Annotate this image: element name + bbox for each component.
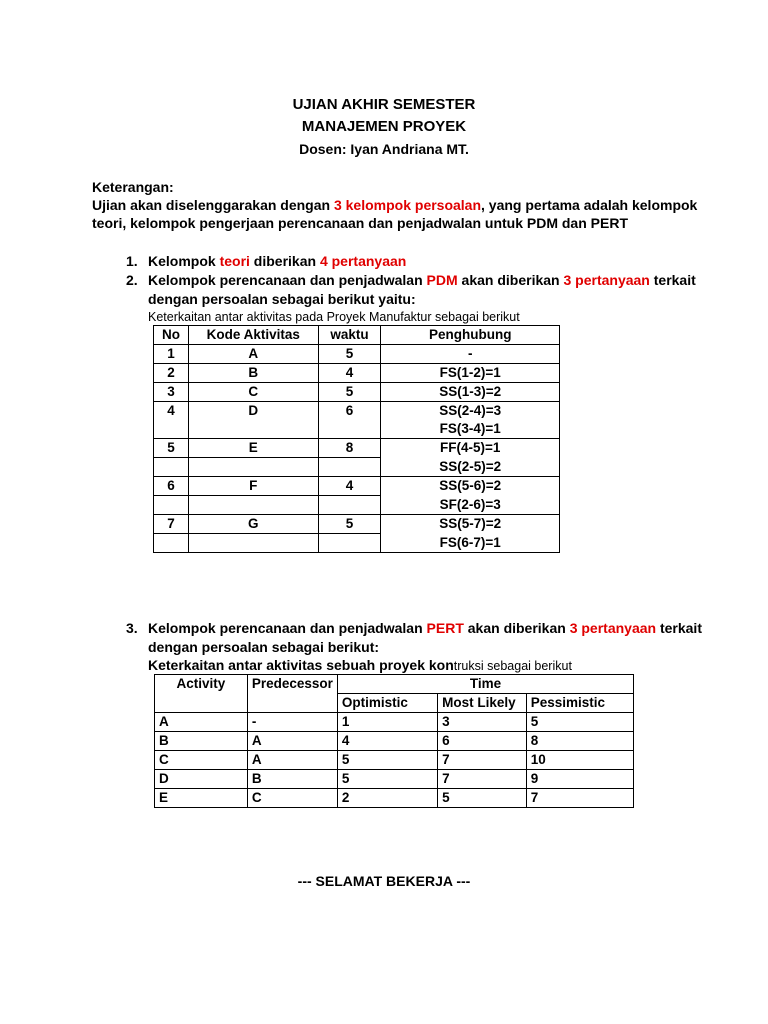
item-2-text (148, 271, 696, 289)
pdm-cell-link: SF(2-6)=3 (381, 496, 560, 515)
pdm-cell-empty (318, 458, 381, 477)
pdm-cell-waktu: 8 (318, 439, 381, 458)
item-3-text (148, 619, 702, 637)
table-row (155, 713, 634, 732)
table-row (154, 534, 560, 553)
pert-cell-opt: 1 (337, 713, 437, 732)
table-row (154, 345, 560, 364)
pdm-cell-link: FS(6-7)=1 (381, 534, 560, 553)
intro-text-b: , yang pertama adalah kelompok (481, 197, 698, 213)
item-1-text (148, 252, 406, 270)
table-row (154, 364, 560, 383)
table-row (155, 751, 634, 770)
intro-line-1 (92, 196, 697, 214)
intro-text-a: Ujian akan diselenggarakan dengan (92, 197, 334, 213)
pert-cell-pes: 10 (526, 751, 633, 770)
table-row (154, 515, 560, 534)
pert-header-row-1 (155, 675, 634, 694)
pert-header-optimistic: Optimistic (337, 694, 437, 713)
intro-highlight: 3 kelompok persoalan (333, 197, 482, 213)
pdm-table (153, 325, 560, 553)
pdm-cell-empty (188, 458, 318, 477)
pdm-cell-kode: B (188, 364, 318, 383)
exam-title: UJIAN AKHIR SEMESTER (292, 96, 476, 113)
pdm-cell-no: 6 (154, 477, 189, 496)
pdm-cell-no: 3 (154, 383, 189, 402)
pert-cell-opt: 4 (337, 732, 437, 751)
table-row (154, 477, 560, 496)
pert-cell-opt: 2 (337, 789, 437, 808)
item-3-b: akan diberikan (463, 620, 570, 636)
item-2-red2: 3 pertanyaan (563, 272, 650, 288)
table-row (154, 496, 560, 515)
pdm-cell-link: SS(1-3)=2 (381, 383, 560, 402)
pert-cell-pes: 5 (526, 713, 633, 732)
pdm-cell-no: 5 (154, 439, 189, 458)
pdm-cell-link: SS(5-6)=2 (381, 477, 560, 496)
pert-cell-pes: 9 (526, 770, 633, 789)
pdm-cell-empty (188, 420, 318, 439)
pert-cell-activity: C (155, 751, 248, 770)
pert-caption-bold: Keterkaitan antar aktivitas sebuah proyek kon (148, 657, 454, 673)
pert-cell-pes: 7 (526, 789, 633, 808)
pdm-cell-empty (188, 534, 318, 553)
pdm-cell-empty (154, 496, 189, 515)
pdm-cell-link: SS(2-4)=3 (381, 402, 560, 421)
pert-cell-activity: D (155, 770, 248, 789)
item-1-red1: teori (219, 253, 250, 269)
pdm-cell-no: 1 (154, 345, 189, 364)
pert-header-activity: Activity (155, 675, 248, 713)
pert-header-predecessor: Predecessor (247, 675, 337, 713)
intro-line-2: teori, kelompok pengerjaan perencanaan dan penjadwalan untuk PDM dan PERT (92, 215, 628, 231)
pert-cell-opt: 5 (337, 770, 437, 789)
pert-cell-pes: 8 (526, 732, 633, 751)
item-2-line-2: dengan persoalan sebagai berikut yaitu: (148, 291, 416, 307)
pert-header-time: Time (337, 675, 633, 694)
pert-cell-ml: 7 (438, 770, 527, 789)
item-3-red2: 3 pertanyaan (569, 620, 657, 636)
pdm-header-kode: Kode Aktivitas (188, 326, 318, 345)
closing-text: --- SELAMAT BEKERJA --- (297, 873, 471, 889)
item-2-number: 2. (126, 272, 138, 288)
pert-cell-pred: B (247, 770, 337, 789)
pdm-cell-no: 7 (154, 515, 189, 534)
pert-cell-activity: B (155, 732, 248, 751)
pdm-cell-link: - (381, 345, 560, 364)
item-3-a: Kelompok perencanaan dan penjadwalan (148, 620, 427, 636)
pdm-header-penghubung: Penghubung (381, 326, 560, 345)
pert-cell-pred: A (247, 751, 337, 770)
pert-cell-ml: 5 (438, 789, 527, 808)
pdm-cell-waktu: 6 (318, 402, 381, 421)
pert-caption-normal: truksi sebagai berikut (453, 659, 572, 673)
pdm-cell-empty (318, 496, 381, 515)
pdm-cell-no: 4 (154, 402, 189, 421)
pdm-cell-empty (188, 496, 318, 515)
item-2-red1: PDM (426, 272, 458, 288)
table-row (155, 770, 634, 789)
table-row (155, 789, 634, 808)
pert-header-pessimistic: Pessimistic (526, 694, 633, 713)
pdm-cell-waktu: 5 (318, 383, 381, 402)
pdm-cell-kode: C (188, 383, 318, 402)
pdm-cell-kode: G (188, 515, 318, 534)
pdm-cell-link: SS(2-5)=2 (381, 458, 560, 477)
pdm-caption: Keterkaitan antar aktivitas pada Proyek Manufaktur sebagai berikut (148, 310, 520, 324)
pert-cell-opt: 5 (337, 751, 437, 770)
pdm-cell-link: FS(3-4)=1 (381, 420, 560, 439)
item-2-b: akan diberikan (457, 272, 564, 288)
item-3-red1: PERT (426, 620, 464, 636)
pdm-cell-waktu: 5 (318, 515, 381, 534)
table-row (154, 458, 560, 477)
table-row (154, 383, 560, 402)
pdm-cell-kode: A (188, 345, 318, 364)
pert-cell-pred: - (247, 713, 337, 732)
item-3-line-2: dengan persoalan sebagai berikut: (148, 639, 380, 655)
pdm-header-row (154, 326, 560, 345)
pdm-cell-empty (318, 534, 381, 553)
table-row (154, 402, 560, 421)
course-title: MANAJEMEN PROYEK (301, 118, 467, 135)
pert-cell-ml: 6 (438, 732, 527, 751)
pert-cell-ml: 3 (438, 713, 527, 732)
table-row (154, 439, 560, 458)
pdm-cell-kode: D (188, 402, 318, 421)
item-1-red2: 4 pertanyaan (319, 253, 407, 269)
pdm-cell-link: SS(5-7)=2 (381, 515, 560, 534)
pdm-cell-no: 2 (154, 364, 189, 383)
pdm-cell-link: FF(4-5)=1 (381, 439, 560, 458)
pdm-cell-waktu: 4 (318, 477, 381, 496)
pdm-cell-empty (154, 458, 189, 477)
pdm-cell-waktu: 5 (318, 345, 381, 364)
item-2-c: terkait (649, 272, 696, 288)
item-3-c: terkait (656, 620, 702, 636)
pert-cell-activity: A (155, 713, 248, 732)
table-row (154, 420, 560, 439)
pdm-header-no: No (154, 326, 189, 345)
pdm-header-waktu: waktu (318, 326, 381, 345)
pdm-cell-kode: E (188, 439, 318, 458)
notes-label: Keterangan: (92, 179, 174, 195)
item-1-a: Kelompok (148, 253, 220, 269)
pert-caption (148, 656, 572, 675)
pert-cell-ml: 7 (438, 751, 527, 770)
pert-header-most-likely: Most Likely (438, 694, 527, 713)
pert-cell-activity: E (155, 789, 248, 808)
pdm-cell-empty (318, 420, 381, 439)
lecturer-name: Dosen: Iyan Andriana MT. (299, 141, 469, 157)
pdm-cell-waktu: 4 (318, 364, 381, 383)
item-1-b: diberikan (249, 253, 320, 269)
pert-cell-pred: A (247, 732, 337, 751)
item-3-number: 3. (126, 620, 138, 636)
pert-table (154, 674, 634, 808)
item-2-a: Kelompok perencanaan dan penjadwalan (148, 272, 427, 288)
pert-cell-pred: C (247, 789, 337, 808)
item-1-number: 1. (126, 253, 138, 269)
pdm-cell-empty (154, 420, 189, 439)
pdm-cell-kode: F (188, 477, 318, 496)
pdm-cell-empty (154, 534, 189, 553)
pdm-cell-link: FS(1-2)=1 (381, 364, 560, 383)
table-row (155, 732, 634, 751)
